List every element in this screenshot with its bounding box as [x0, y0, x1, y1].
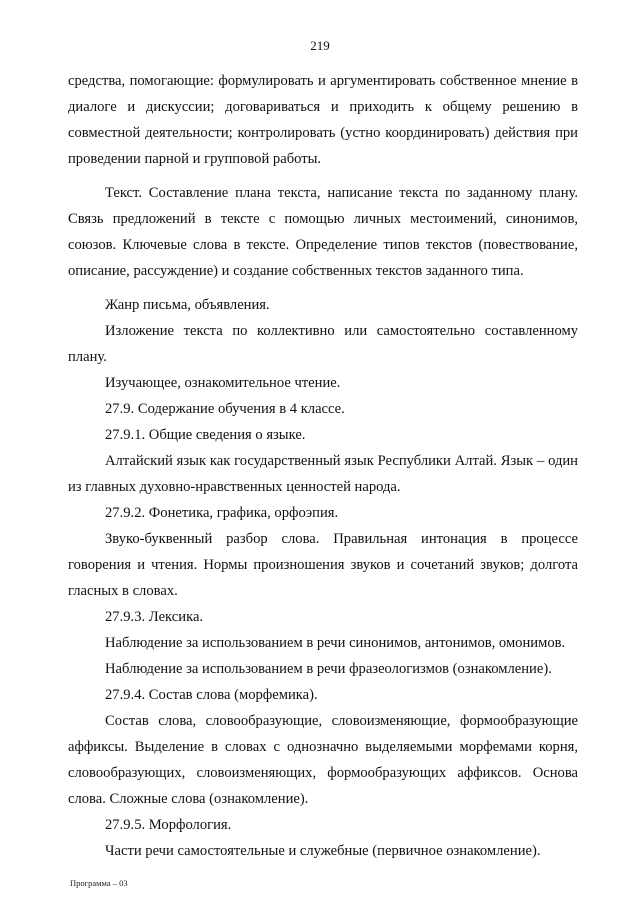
- paragraph: Наблюдение за использованием в речи фразеологизмов (ознакомление).: [105, 661, 552, 677]
- paragraph: Изложение текста по коллективно или самостоятельно составленному плану.: [68, 323, 578, 365]
- page-body: [68, 68, 578, 864]
- footer-label: Программа – 03: [70, 878, 128, 888]
- paragraph: Алтайский язык как государственный язык Республики Алтай. Язык – один из главных духовно-нравственных ценностей народа.: [68, 453, 578, 495]
- page-number: 219: [310, 38, 330, 53]
- section-heading: 27.9.3. Лексика.: [105, 609, 204, 625]
- paragraph: Звуко-буквенный разбор слова. Правильная интонация в процессе говорения и чтения. Нормы произношения звуков и сочетаний звуков; долгота гласных в словах.: [68, 531, 578, 599]
- paragraph: Изучающее, ознакомительное чтение.: [105, 375, 341, 391]
- paragraph: Наблюдение за использованием в речи синонимов, антонимов, омонимов.: [105, 635, 566, 651]
- paragraph: Состав слова, словообразующие, словоизменяющие, формообразующие аффиксы. Выделение в словах с однозначно выделяемыми морфемами корня, словообразующих, словоизменяющих, формообразующих аффиксов. Основа слова. Сложные слова (ознакомление).: [68, 713, 578, 807]
- section-heading: 27.9.5. Морфология.: [105, 817, 232, 833]
- section-heading: 27.9.1. Общие сведения о языке.: [105, 427, 306, 443]
- section-heading: 27.9.2. Фонетика, графика, орфоэпия.: [105, 505, 339, 521]
- paragraph: Части речи самостоятельные и служебные (первичное ознакомление).: [105, 843, 541, 859]
- section-heading: 27.9.4. Состав слова (морфемика).: [105, 687, 318, 703]
- paragraph: средства, помогающие: формулировать и аргументировать собственное мнение в диалоге и дискуссии; договариваться и приходить к общему решению в совместной деятельности; контролировать (устно координировать) действия при проведении парной и групповой работы.: [68, 73, 578, 167]
- paragraph: Жанр письма, объявления.: [105, 297, 270, 313]
- section-heading: 27.9. Содержание обучения в 4 классе.: [105, 401, 345, 417]
- paragraph: Текст. Составление плана текста, написание текста по заданному плану. Связь предложений в тексте с помощью личных местоимений, синонимов, союзов. Ключевые слова в тексте. Определение типов текстов (повествование, описание, рассуждение) и создание собственных текстов заданного типа.: [68, 185, 578, 279]
